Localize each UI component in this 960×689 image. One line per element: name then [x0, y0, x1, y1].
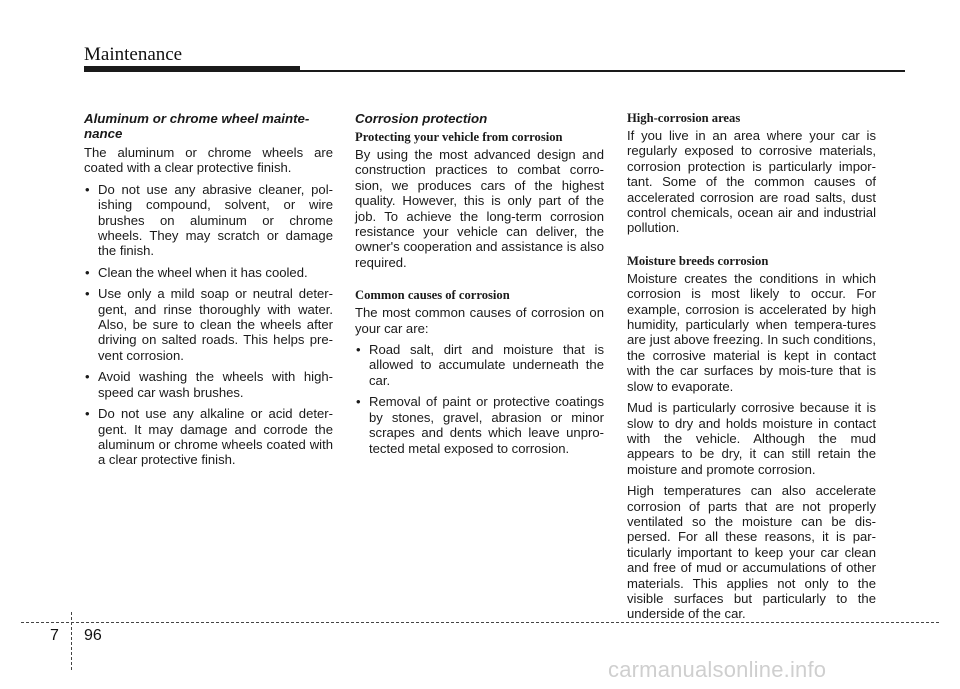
- footer-rule: [21, 622, 939, 623]
- page-number: 96: [84, 627, 102, 644]
- column-left: [84, 111, 333, 474]
- bullet-list: [84, 182, 333, 468]
- subheading-moisture-breeds-corrosion: Moisture breeds corrosion: [627, 253, 769, 268]
- header-rule-thin: [300, 70, 905, 72]
- list-item: • Do not use any abrasive cleaner, pol-ishing compound, solvent, or wire brushes on aluminum or chrome wheels. They may scratch or damage the finish.: [84, 182, 333, 259]
- list-item: • Clean the wheel when it has cooled.: [84, 265, 333, 280]
- column-middle: [355, 111, 604, 462]
- bullet-list: [355, 342, 604, 456]
- paragraph: The most common causes of corrosion on your car are:: [355, 305, 604, 336]
- section-heading-wheel-maintenance: Aluminum or chrome wheel mainte-nance: [84, 111, 310, 141]
- paragraph: If you live in an area where your car is regularly exposed to corrosive materials, corrosion protection is particularly impor-tant. Some of the common causes of accelerated corrosion are road salts, dust control chemicals, ocean air and industrial pollution.: [627, 128, 876, 236]
- list-item: • Road salt, dirt and moisture that is allowed to accumulate underneath the car.: [355, 342, 604, 388]
- footer-divider: [71, 612, 72, 670]
- subheading-common-causes: Common causes of corrosion: [355, 288, 510, 303]
- watermark: carmanualsonline.info: [608, 657, 827, 682]
- subheading-protecting-vehicle: Protecting your vehicle from corrosion: [355, 130, 563, 144]
- page-header-title: Maintenance: [84, 44, 183, 65]
- section-heading-corrosion-protection: Corrosion protection: [355, 111, 488, 126]
- list-item: • Do not use any alkaline or acid deter-gent. It may damage and corrode the aluminum or chrome wheels coated with a clear protective finish.: [84, 406, 333, 468]
- paragraph: Moisture creates the conditions in which corrosion is most likely to occur. For example, corrosion is accelerated by high humidity, particularly when tempera-tures are just above freezing. In such conditions, the corrosive material is kept in contact with the car surfaces by mois-ture that is slow to evaporate.: [627, 270, 876, 394]
- list-item: • Removal of paint or protective coatings by stones, gravel, abrasion or minor scrapes and dents which leave unpro-tected metal exposed to corrosion.: [355, 394, 604, 456]
- paragraph: High temperatures can also accelerate corrosion of parts that are not properly ventilated so the moisture can be dis-persed. For all these reasons, it is par-ticularly important to keep your car clean and free of mud or accumulations of other materials. This applies not only to the visible surfaces but particularly to the underside of the car.: [627, 483, 876, 622]
- paragraph: By using the most advanced design and construction practices to combat corro-sion, we produces cars of the highest quality. However, this is only part of the job. To achieve the long-term corrosion resistance your vehicle can deliver, the owner's cooperation and assistance is also required.: [355, 147, 604, 270]
- list-item: • Avoid washing the wheels with high-speed car wash brushes.: [84, 369, 333, 400]
- paragraph: The aluminum or chrome wheels are coated with a clear protective finish.: [84, 145, 333, 176]
- list-item: • Use only a mild soap or neutral deter-gent, and rinse thoroughly with water. Also, be sure to clean the wheels after driving on salted roads. This helps pre-vent corrosion.: [84, 286, 333, 363]
- chapter-number: 7: [50, 627, 59, 644]
- header-rule-thick: [84, 66, 300, 72]
- subheading-high-corrosion-areas: High-corrosion areas: [627, 111, 741, 125]
- column-right: [627, 111, 876, 628]
- paragraph: Mud is particularly corrosive because it is slow to dry and holds moisture in contact with the vehicle. Although the mud appears to be dry, it can still retain the moisture and promote corrosion.: [627, 400, 876, 477]
